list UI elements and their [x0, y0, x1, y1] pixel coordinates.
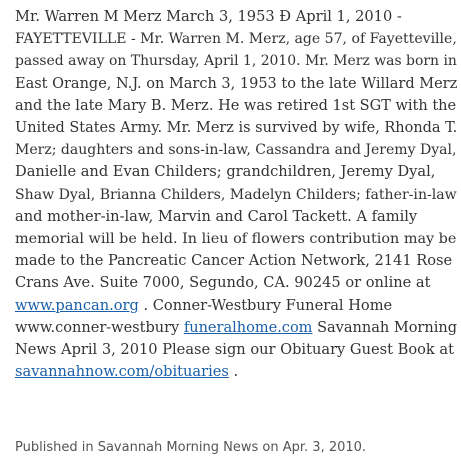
obituary-line: United States Army. Mr. Merz is survived by wife, Rhonda T.: [15, 120, 458, 137]
obituary-line: Danielle and Evan Childers; grandchildren, Jeremy Dyal,: [15, 163, 436, 181]
obituary-text-fragment: www.conner-westbury: [15, 319, 184, 336]
obituary-line: Mr. Warren M Merz March 3, 1953 Ð April 1, 2010 -: [15, 8, 402, 25]
obituary-line: FAYETTEVILLE - Mr. Warren M. Merz, age 57, of Fayetteville,: [15, 31, 457, 48]
obituary-text-fragment: . Conner-Westbury Funeral Home: [138, 296, 393, 314]
guestbook-link[interactable]: savannahnow.com/obituaries: [15, 363, 229, 381]
published-line: Published in Savannah Morning News on Apr. 3, 2010.: [15, 440, 367, 455]
obituary-text-fragment: .: [228, 363, 239, 381]
obituary-line: and the late Mary B. Merz. He was retired 1st SGT with the: [15, 97, 457, 114]
obituary-line: [15, 361, 455, 383]
obituary-line: made to the Pancreatic Cancer Action Network, 2141 Rose: [15, 252, 453, 270]
obituary-line: News April 3, 2010 Please sign our Obituary Guest Book at: [15, 341, 454, 359]
obituary-text: [15, 6, 458, 383]
obituary-line: [15, 317, 458, 339]
obituary-line: East Orange, N.J. on March 3, 1953 to the late Willard Merz: [15, 75, 458, 92]
obituary-line: and mother-in-law, Marvin and Carol Tackett. A family: [15, 207, 418, 225]
obituary-line: memorial will be held. In lieu of flowers contribution may be: [15, 231, 457, 248]
funeralhome-link[interactable]: funeralhome.com: [183, 319, 313, 336]
obituary-line: passed away on Thursday, April 1, 2010. Mr. Merz was born in: [15, 53, 457, 70]
pancan-link[interactable]: www.pancan.org: [15, 296, 139, 314]
obituary-line: Merz; daughters and sons-in-law, Cassandra and Jeremy Dyal,: [15, 142, 457, 159]
obituary-line: [15, 295, 455, 317]
obituary-line: Crans Ave. Suite 7000, Segundo, CA. 90245 or online at: [15, 274, 431, 292]
obituary-line: Shaw Dyal, Brianna Childers, Madelyn Childers; father-in-law: [15, 186, 457, 203]
obituary-text-fragment: Savannah Morning: [312, 319, 458, 336]
